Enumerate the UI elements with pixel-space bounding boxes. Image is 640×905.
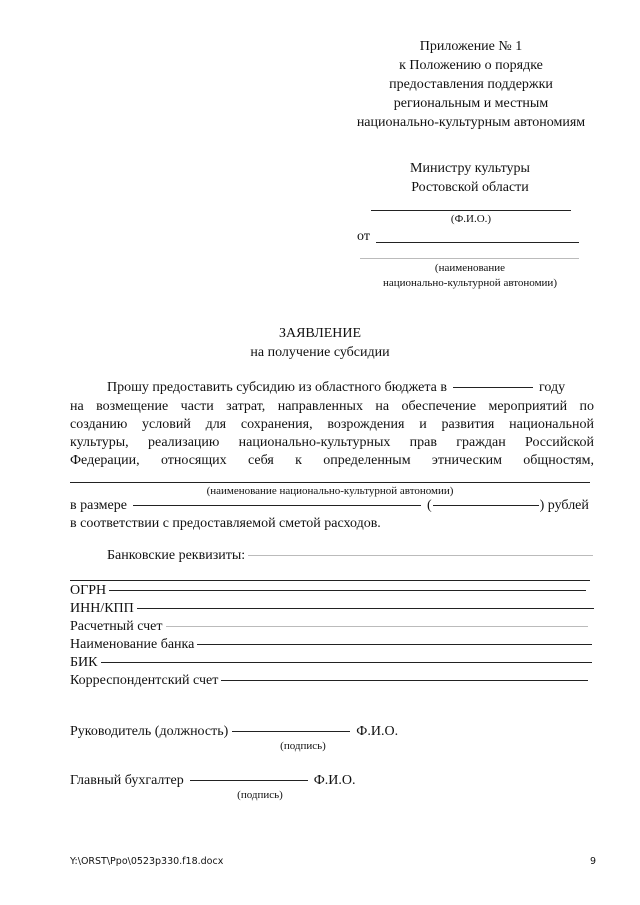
inn-kpp-row [70,600,594,617]
corr-account-label: Корреспондентский счет [70,673,219,688]
corr-account-row [70,672,588,689]
org-caption-line-2: национально-культурной автономии) [383,277,557,289]
bank-label-blank[interactable] [248,555,593,556]
amount-digits-blank[interactable] [433,505,539,506]
head-signature-caption: (подпись) [280,740,326,752]
bank-extra-line[interactable] [70,580,590,581]
amount-row [70,497,594,514]
ogrn-blank[interactable] [109,590,586,591]
bank-name-row [70,636,592,653]
request-line-5: Федерации, относящих себя к определенным этническим общностям, [70,453,594,468]
fio-line [371,210,571,211]
corr-account-blank[interactable] [221,680,588,681]
ogrn-row [70,582,586,599]
bik-row [70,654,592,671]
accountant-fio: Ф.И.О. [313,773,356,788]
footer-file-path: Y:\ORST\Ppo\0523p330.f18.docx [70,856,224,867]
paren-close: ) рублей [539,498,589,513]
org-name-caption: (наименование национально-культурной автономии) [206,485,454,497]
addressee-line-2: Ростовской области [411,180,529,195]
bank-name-blank[interactable] [197,644,592,645]
request-line-1-start: Прошу предоставить субсидию из областного бюджета в [107,380,447,395]
from-line-2 [360,258,579,259]
org-caption-line-1: (наименование [434,262,506,274]
account-blank[interactable] [166,626,588,627]
account-row [70,618,588,635]
accountant-signature-caption: (подпись) [237,789,283,801]
inn-kpp-blank[interactable] [137,608,594,609]
head-signature-row [70,723,398,740]
bank-name-label: Наименование банка [70,637,195,652]
appendix-line-1: Приложение № 1 [419,39,523,54]
appendix-line-2: к Положению о порядке [399,58,543,73]
bank-label: Банковские реквизиты: [107,548,246,563]
bank-label-row [107,547,593,564]
request-line-3: созданию условий для сохранения, возрождения и развития национальной [70,417,594,432]
head-fio: Ф.И.О. [356,724,399,739]
from-line [376,242,579,243]
from-label: от [357,229,370,244]
account-label: Расчетный счет [70,619,163,634]
document-subtitle: на получение субсидии [250,345,390,360]
request-line-1 [107,379,594,396]
bik-label: БИК [70,655,98,670]
accountant-label: Главный бухгалтер [70,773,184,788]
appendix-line-5: национально-культурным автономиям [356,115,586,130]
request-line-4: культуры, реализацию национально-культурных прав граждан Российской [70,435,594,450]
ogrn-label: ОГРН [70,583,107,598]
bik-blank[interactable] [101,662,593,663]
footer-page-number: 9 [589,856,596,867]
document-title: ЗАЯВЛЕНИЕ [278,326,362,341]
year-blank[interactable] [453,387,533,388]
request-line-2: на возмещение части затрат, направленных на обеспечение мероприятий по [70,399,594,414]
fio-caption: (Ф.И.О.) [450,213,492,225]
paren-open: ( [426,498,432,513]
estimate-line: в соответствии с предоставляемой сметой расходов. [70,516,381,531]
accountant-signature-blank[interactable] [190,780,308,781]
appendix-line-3: предоставления поддержки [389,77,553,92]
appendix-line-4: региональным и местным [393,96,549,111]
addressee-line-1: Министру культуры [410,161,530,176]
accountant-signature-row [70,772,356,789]
inn-kpp-label: ИНН/КПП [70,601,134,616]
org-name-line[interactable] [70,482,590,483]
request-line-1-end: году [538,380,566,395]
amount-label: в размере [70,498,127,513]
head-signature-blank[interactable] [232,731,350,732]
amount-words-blank[interactable] [133,505,421,506]
head-label: Руководитель (должность) [70,724,229,739]
